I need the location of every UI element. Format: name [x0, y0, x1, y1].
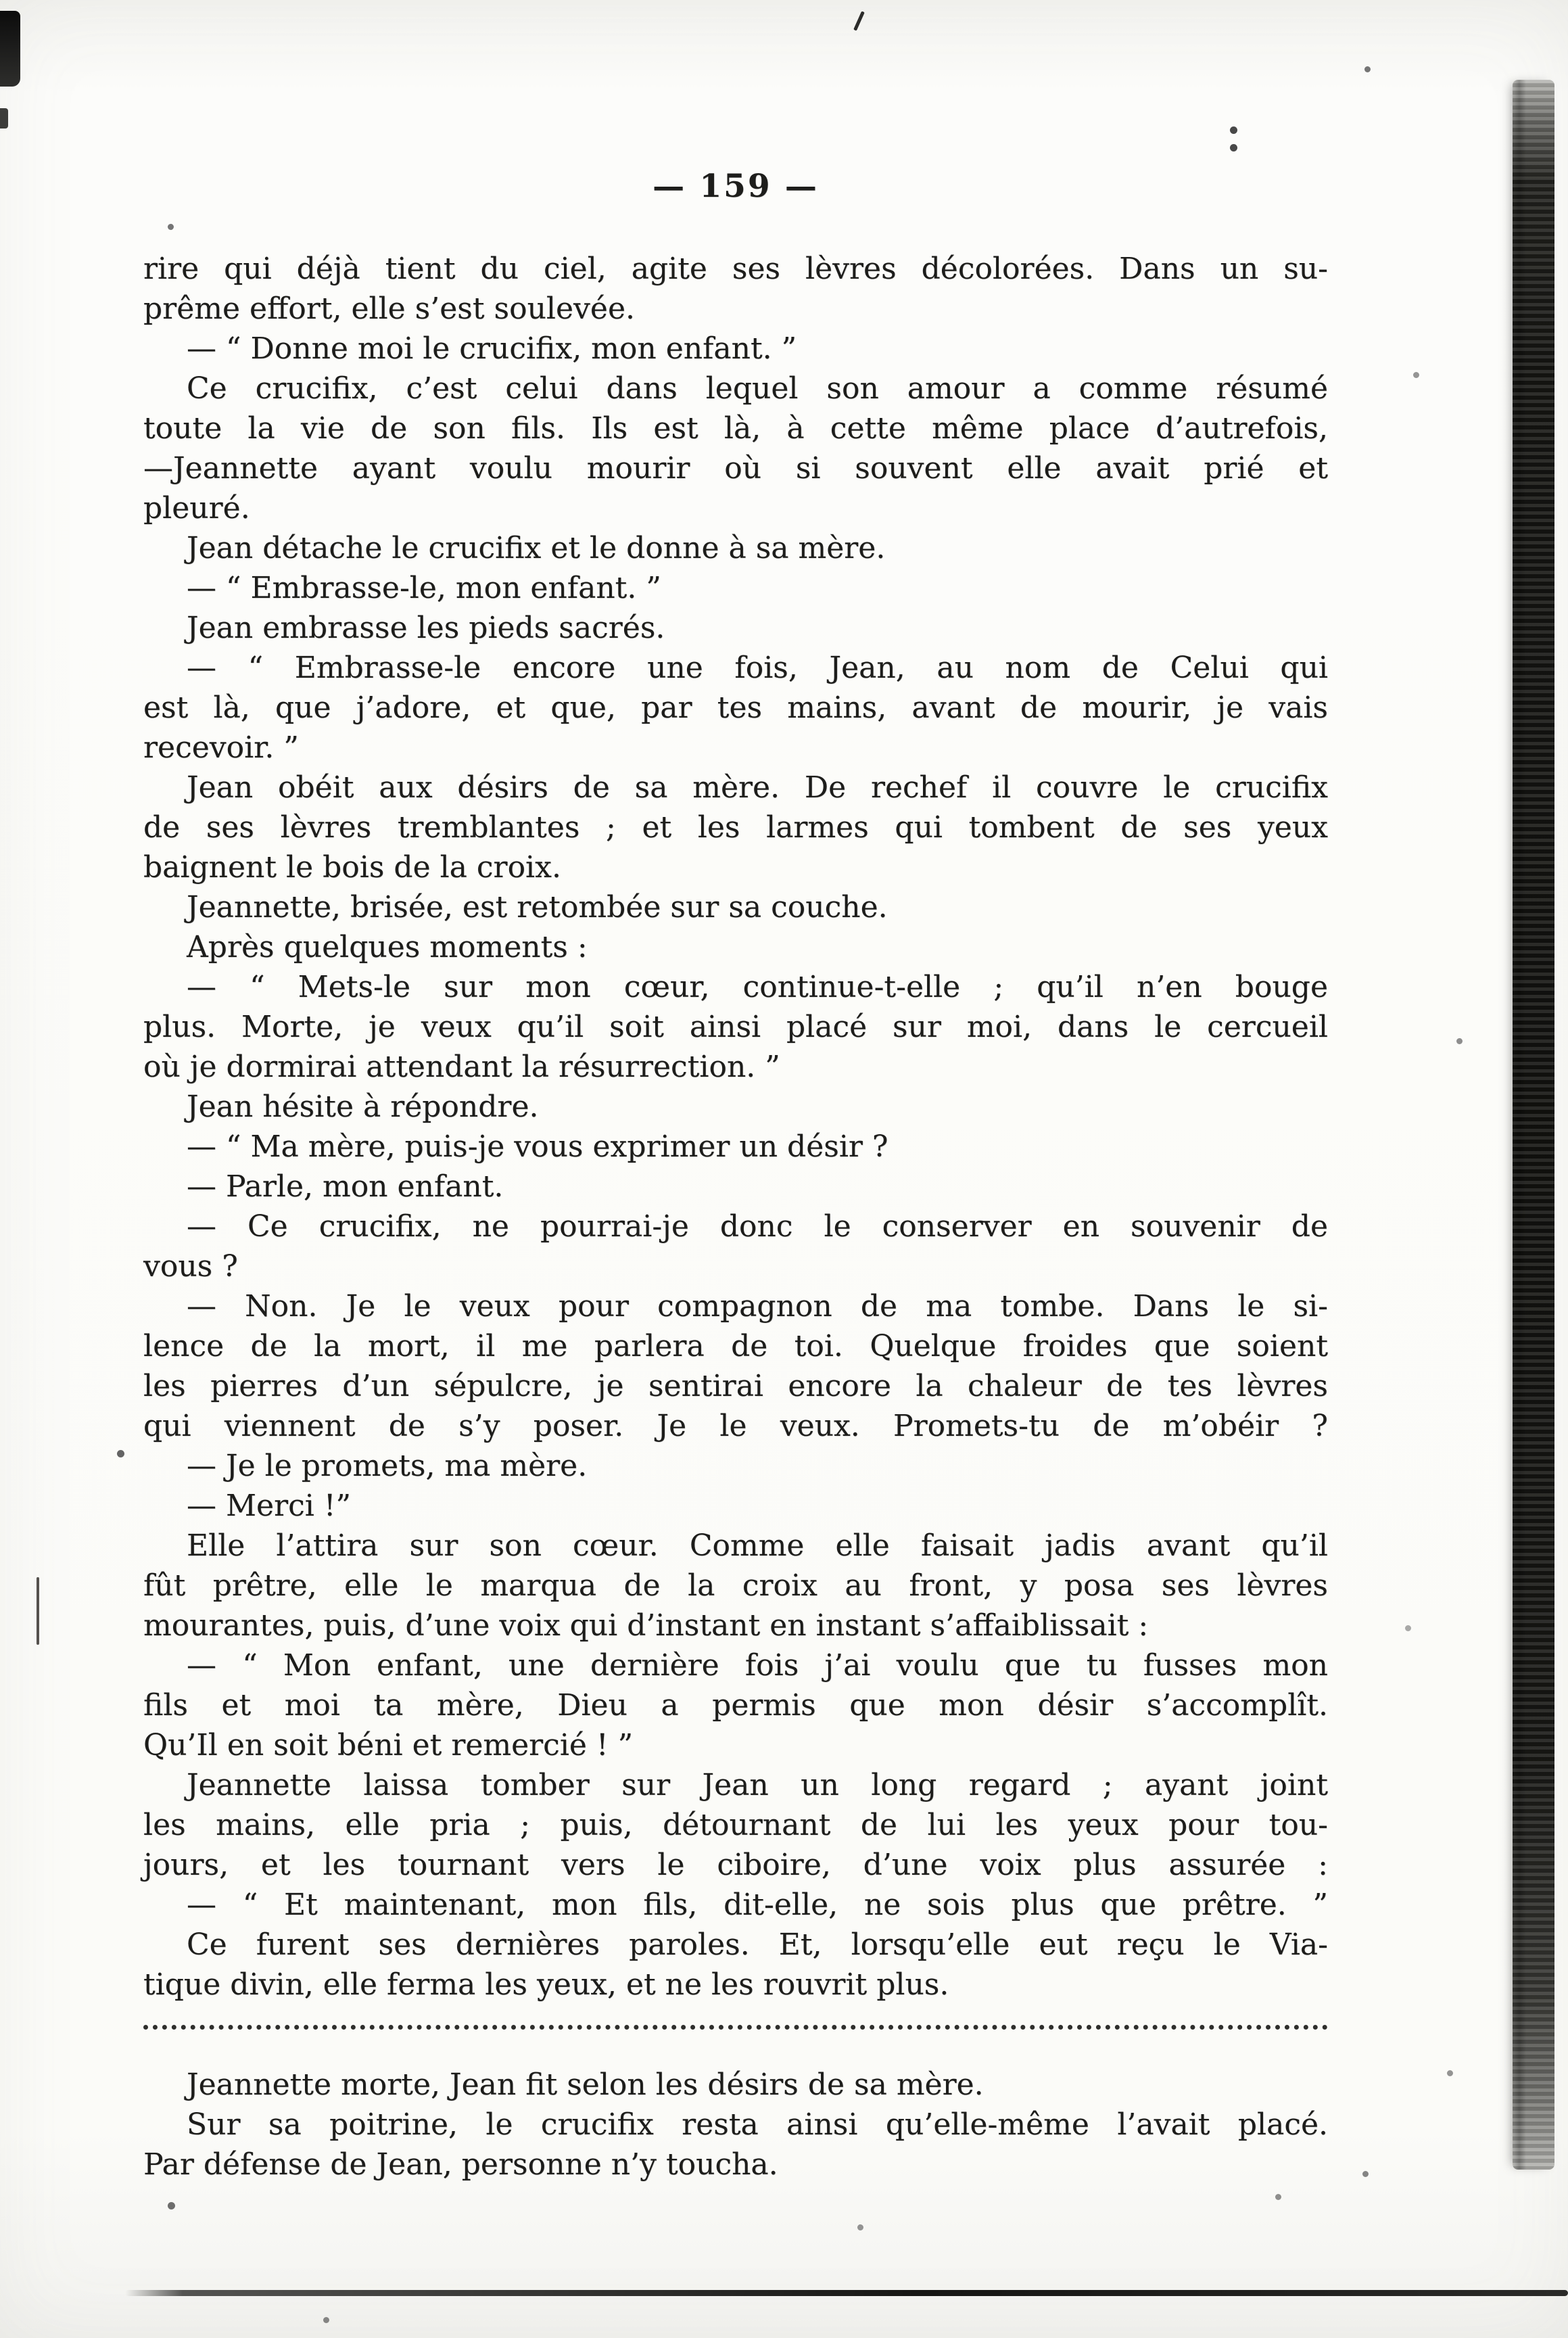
corner-ink-mark — [0, 11, 20, 87]
text-line: plus. Morte, je veux qu’il soit ainsi placé sur moi, dans le cercueil — [143, 1010, 1328, 1044]
text-line: de ses lèvres tremblantes ; et les larmes qui tombent de ses yeux — [143, 810, 1328, 845]
text-line: lence de la mort, il me parlera de toi. Quelque froides que soient — [143, 1329, 1328, 1363]
text-line: Jean embrasse les pieds sacrés. — [187, 611, 665, 645]
text-line: recevoir. ” — [143, 730, 299, 765]
text-line: — “ Et maintenant, mon fils, dit-elle, ne sois plus que prêtre. ” — [187, 1888, 1328, 1922]
text-line: jours, et les tournant vers le ciboire, d’une voix plus assurée : — [143, 1848, 1328, 1882]
text-line: Ce furent ses dernières paroles. Et, lorsqu’elle eut reçu le Via- — [187, 1927, 1328, 1962]
text-line: toute la vie de son fils. Ils est là, à cette même place d’autrefois, — [143, 411, 1328, 446]
text-line: Jeannette, brisée, est retombée sur sa couche. — [187, 890, 888, 925]
text-line: Qu’Il en soit béni et remercié ! ” — [143, 1728, 634, 1762]
text-line: Jean hésite à répondre. — [187, 1090, 539, 1124]
text-line: Jean détache le crucifix et le donne à sa mère. — [187, 531, 886, 565]
text-line: — Merci !” — [187, 1489, 351, 1523]
text-line: est là, que j’adore, et que, par tes mains, avant de mourir, je vais — [143, 691, 1328, 725]
text-line: Jeannette morte, Jean fit selon les désirs de sa mère. — [187, 2067, 984, 2102]
text-line: Par défense de Jean, personne n’y toucha. — [143, 2147, 778, 2182]
left-edge-mark — [37, 1577, 39, 1645]
text-line: — Parle, mon enfant. — [187, 1169, 504, 1204]
bottom-edge-line — [125, 2290, 1568, 2296]
text-line: mourantes, puis, d’une voix qui d’instant en instant s’affaiblissait : — [143, 1608, 1149, 1643]
text-line: pleuré. — [143, 491, 250, 525]
text-line: où je dormirai attendant la résurrection. ” — [143, 1050, 780, 1084]
text-line: — “ Mets-le sur mon cœur, continue-t-elle ; qu’il n’en bouge — [187, 970, 1328, 1004]
text-line: fût prêtre, elle le marqua de la croix au front, y posa ses lèvres — [143, 1568, 1328, 1603]
text-line: les mains, elle pria ; puis, détournant de lui les yeux pour tou- — [143, 1808, 1328, 1842]
text-line: — “ Ma mère, puis-je vous exprimer un désir ? — [187, 1129, 888, 1164]
text-line: — Ce crucifix, ne pourrai-je donc le conserver en souvenir de — [187, 1209, 1328, 1244]
text-block — [143, 249, 1328, 2184]
corner-ink-mark-2 — [0, 108, 8, 128]
text-line: —Jeannette ayant voulu mourir où si souvent elle avait prié et — [143, 451, 1328, 486]
scan-speckles — [0, 0, 3, 3]
text-line: tique divin, elle ferma les yeux, et ne les rouvrit plus. — [143, 1967, 949, 2002]
text-line: qui viennent de s’y poser. Je le veux. Promets-tu de m’obéir ? — [143, 1409, 1328, 1443]
text-line: Après quelques moments : — [187, 930, 588, 964]
text-line: — Je le promets, ma mère. — [187, 1449, 588, 1483]
text-line: rire qui déjà tient du ciel, agite ses lèvres décolorées. Dans un su- — [143, 252, 1328, 286]
text-line: prême effort, elle s’est soulevée. — [143, 291, 635, 326]
text-line: les pierres d’un sépulcre, je sentirai encore la chaleur de tes lèvres — [143, 1369, 1328, 1403]
page-number: — 159 — — [652, 168, 819, 205]
text-line: Jeannette laissa tomber sur Jean un long regard ; ayant joint — [187, 1768, 1328, 1802]
dotted-separator — [143, 2025, 1328, 2065]
text-line: — “ Mon enfant, une dernière fois j’ai voulu que tu fusses mon — [187, 1648, 1328, 1683]
dotted-rule — [143, 2025, 1328, 2030]
text-line: Jean obéit aux désirs de sa mère. De rechef il couvre le crucifix — [187, 770, 1328, 805]
text-line: Elle l’attira sur son cœur. Comme elle faisait jadis avant qu’il — [187, 1528, 1328, 1563]
stray-slash-mark — [853, 11, 865, 30]
text-line: baignent le bois de la croix. — [143, 850, 561, 885]
text-line: — Non. Je le veux pour compagnon de ma tombe. Dans le si- — [187, 1289, 1328, 1324]
text-line: Ce crucifix, c’est celui dans lequel son amour a comme résumé — [187, 371, 1328, 406]
text-line: vous ? — [143, 1249, 238, 1284]
text-line: Sur sa poitrine, le crucifix resta ainsi qu’elle-même l’avait placé. — [187, 2107, 1328, 2142]
text-line: — “ Embrasse-le, mon enfant. ” — [187, 571, 661, 605]
text-line: — “ Donne moi le crucifix, mon enfant. ” — [187, 331, 797, 366]
text-line: — “ Embrasse-le encore une fois, Jean, au nom de Celui qui — [187, 651, 1328, 685]
text-line: fils et moi ta mère, Dieu a permis que mon désir s’accomplît. — [143, 1688, 1328, 1723]
binding-shadow — [1513, 80, 1554, 2170]
